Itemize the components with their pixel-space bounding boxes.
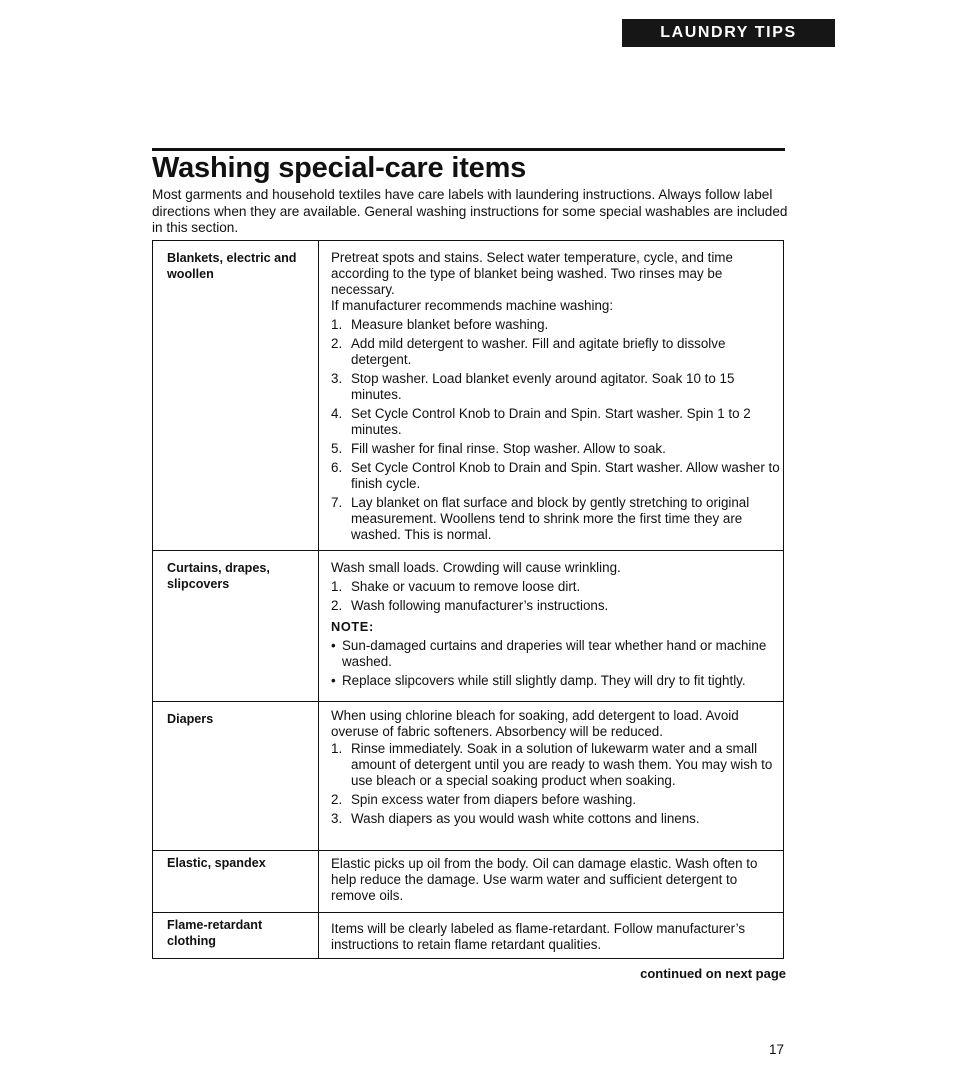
list-item — [331, 741, 781, 789]
note-label: NOTE: — [331, 619, 374, 634]
step-number: 1. — [331, 317, 343, 332]
step-number: 4. — [331, 406, 343, 421]
item-instructions — [319, 241, 784, 551]
table-row — [153, 851, 784, 913]
step-text: Set Cycle Control Knob to Drain and Spin. Start washer. Spin 1 to 2 minutes. — [351, 406, 751, 437]
item-instructions — [319, 551, 784, 702]
item-label: Curtains, drapes, slipcovers — [153, 551, 319, 702]
list-item — [331, 792, 781, 808]
note-list — [331, 638, 781, 689]
page-title: Washing special-care items — [152, 152, 527, 184]
step-text: Stop washer. Load blanket evenly around agitator. Soak 10 to 15 minutes. — [351, 371, 735, 402]
step-text: Wash following manufacturer’s instructions. — [351, 598, 609, 613]
section-tag: LAUNDRY TIPS — [622, 19, 835, 47]
intro-paragraph: Most garments and household textiles have care labels with laundering instructions. Always follow label directions when they are available. General washing instructions for some special washables are included in this section. — [152, 187, 788, 235]
step-number: 5. — [331, 441, 343, 456]
step-number: 7. — [331, 495, 343, 510]
step-text: Shake or vacuum to remove loose dirt. — [351, 579, 581, 594]
instruction-text: Items will be clearly labeled as flame-retardant. Follow manufacturer’s instructions to retain flame retardant qualities. — [331, 921, 746, 952]
instruction-text: Pretreat spots and stains. Select water temperature, cycle, and time according to the type of blanket being washed. Two rinses may be necessary. — [331, 250, 733, 297]
step-text: Fill washer for final rinse. Stop washer. Allow to soak. — [351, 441, 666, 456]
list-item — [331, 495, 781, 543]
item-label: Blankets, electric and woollen — [153, 241, 319, 551]
instruction-text: When using chlorine bleach for soaking, add detergent to load. Avoid overuse of fabric softeners. Absorbency will be reduced. — [331, 708, 739, 739]
instruction-text: If manufacturer recommends machine washing: — [331, 298, 614, 313]
step-number: 2. — [331, 336, 343, 351]
instruction-text: Wash small loads. Crowding will cause wrinkling. — [331, 560, 621, 575]
continued-note: continued on next page — [640, 966, 786, 981]
step-number: 3. — [331, 811, 343, 826]
list-item: • Replace slipcovers while still slightly damp. They will dry to fit tightly. — [331, 673, 781, 689]
table-row — [153, 551, 784, 702]
list-item — [331, 336, 781, 368]
step-text: Measure blanket before washing. — [351, 317, 549, 332]
step-number: 1. — [331, 579, 343, 594]
care-table — [152, 240, 784, 959]
list-item — [331, 579, 781, 595]
step-number: 2. — [331, 598, 343, 613]
list-item: • Sun-damaged curtains and draperies will tear whether hand or machine washed. — [331, 638, 781, 670]
step-number: 3. — [331, 371, 343, 386]
item-label: Diapers — [153, 702, 319, 851]
step-text: Set Cycle Control Knob to Drain and Spin. Start washer. Allow washer to finish cycle. — [351, 460, 780, 491]
list-item — [331, 441, 781, 457]
step-text: Spin excess water from diapers before washing. — [351, 792, 637, 807]
page-number: 17 — [769, 1042, 785, 1057]
step-number: 2. — [331, 792, 343, 807]
list-item — [331, 371, 781, 403]
list-item — [331, 811, 781, 827]
item-instructions — [319, 851, 784, 913]
step-number: 1. — [331, 741, 343, 756]
table-row — [153, 702, 784, 851]
list-item — [331, 406, 781, 438]
item-instructions — [319, 913, 784, 959]
list-item — [331, 460, 781, 492]
table-row — [153, 913, 784, 959]
list-item — [331, 598, 781, 614]
step-text: Lay blanket on flat surface and block by gently stretching to original measurement. Woollens tend to shrink more the first time they are washed. This is normal. — [351, 495, 750, 542]
step-list — [331, 579, 781, 614]
instruction-text: Elastic picks up oil from the body. Oil can damage elastic. Wash often to help reduce the damage. Use warm water and sufficient detergent to remove oils. — [331, 856, 758, 903]
list-item — [331, 317, 781, 333]
step-text: Add mild detergent to washer. Fill and agitate briefly to dissolve detergent. — [351, 336, 726, 367]
step-text: Wash diapers as you would wash white cottons and linens. — [351, 811, 700, 826]
item-label: Flame-retardant clothing — [153, 913, 319, 959]
item-label: Elastic, spandex — [153, 851, 319, 913]
step-text: Rinse immediately. Soak in a solution of lukewarm water and a small amount of detergent until you are ready to wash them. You may wish to use bleach or a special soaking product when soaking. — [351, 741, 773, 788]
step-list — [331, 317, 781, 543]
table-row — [153, 241, 784, 551]
item-instructions — [319, 702, 784, 851]
step-number: 6. — [331, 460, 343, 475]
step-list — [331, 741, 781, 827]
